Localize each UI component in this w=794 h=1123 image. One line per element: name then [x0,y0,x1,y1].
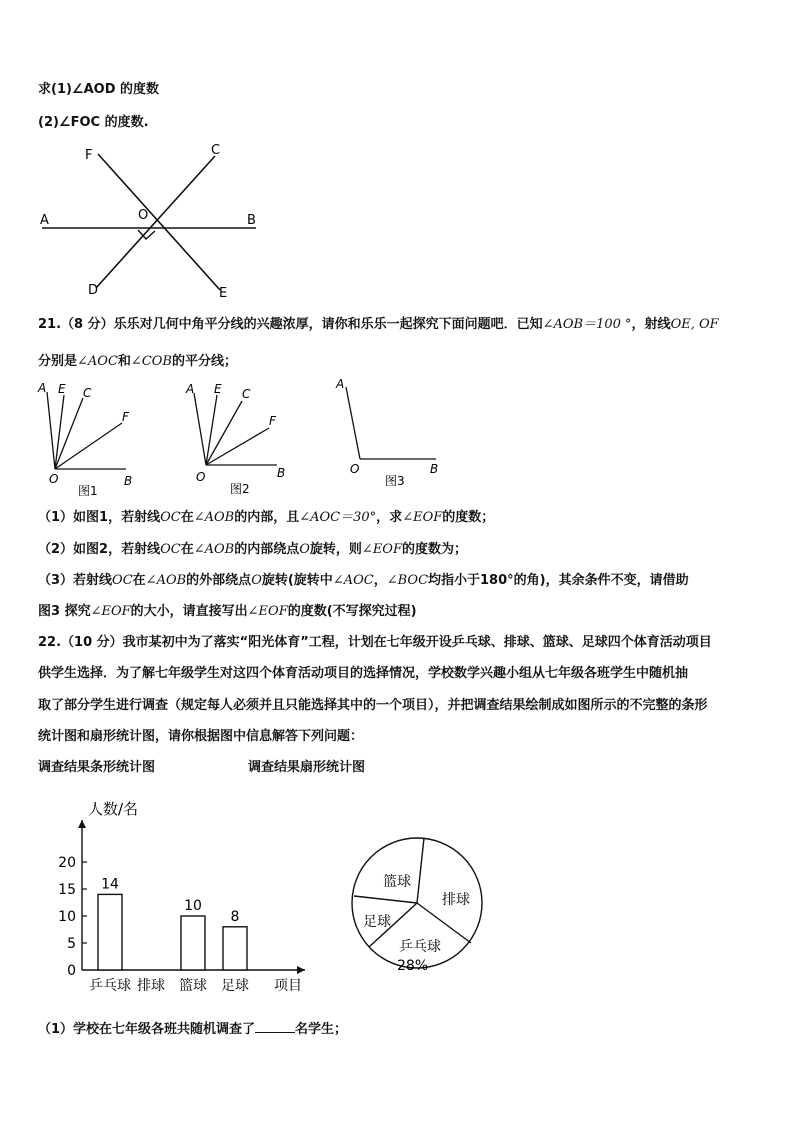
q21-part1: （1）如图1，若射线OC在∠AOB的内部，且∠AOC＝30°，求∠EOF的度数； [38,510,495,525]
q22-sub1: （1）学校在七年级各班共随机调查了 名学生； [38,1022,348,1037]
y-tick-label: 15 [58,882,76,898]
pie-label-pingpong: 乒乓球 [399,939,441,955]
svg-text:E: E [214,382,222,396]
bar-data-label: 14 [101,876,119,893]
label-D: D [88,283,99,298]
fig3-caption: 图3 [385,474,405,488]
x-tick-label: 乒乓球 [89,978,131,994]
bar-data-label: 8 [230,908,240,925]
q22-line1: 22.（10 分）我市某初中为了落实“阳光体育”工程，计划在七年级开设乒乓球、排球、篮球、足球四个体育活动项目 [38,635,712,650]
svg-text:C: C [242,387,251,401]
q22-line3: 取了部分学生进行调查（规定每人必须并且只能选择其中的一个项目），并把调查结果绘制成如图所示的不完整的条形 [38,698,708,713]
bar-chart [50,790,320,1000]
y-axis-arrow [78,820,86,828]
svg-text:B: B [430,462,439,476]
q21-part2: （2）如图2，若射线OC在∠AOB的内部绕点O旋转，则∠EOF的度数为； [38,542,467,557]
q21-part3: （3）若射线OC在∠AOB的外部绕点O旋转(旋转中∠AOC，∠BOC均指小于180°的角)，其余条件不变，请借助 [38,573,689,588]
q22-line2: 供学生选择．为了解七年级学生对这四个体育活动项目的选择情况，学校数学兴趣小组从七年级各班学生中随机抽 [38,666,689,681]
label-E: E [219,286,228,301]
label-C: C [211,143,221,158]
svg-text:B: B [277,466,286,480]
y-axis-label: 人数/名 [88,800,139,818]
label-F: F [85,148,93,163]
fig1-caption: 图1 [78,484,98,498]
q21-line2: 分别是∠AOC和∠COB的平分线； [38,354,237,369]
bar [98,894,122,970]
q20-ask2: (2)∠FOC 的度数. [38,115,149,130]
svg-text:F: F [122,410,129,424]
label-A: A [40,213,49,228]
bar-chart-title: 调查结果条形统计图 [38,760,156,775]
label-B: B [247,213,256,228]
bar-data-label: 10 [184,898,202,914]
svg-text:A: A [186,382,195,396]
fig2-caption: 图2 [230,482,250,496]
answer-blank[interactable] [255,1020,295,1033]
pie-chart-title: 调查结果扇形统计图 [248,760,366,775]
pie-label-pingpong-percent: 28% [397,958,429,974]
svg-text:O: O [350,462,360,476]
q22-line4: 统计图和扇形统计图，请你根据图中信息解答下列问题： [38,729,364,744]
q21-figures [30,375,460,500]
bar [181,916,205,970]
x-tick-label: 篮球 [179,978,207,994]
pie-label-football: 足球 [363,914,391,930]
svg-text:A: A [336,377,345,391]
x-axis-arrow [297,966,305,974]
y-tick-label: 20 [58,855,76,871]
y-tick-label: 5 [67,936,76,952]
label-O: O [138,208,149,223]
svg-text:O: O [196,470,206,484]
x-tick-label: 足球 [221,978,249,994]
q21-line1: 21.（8 分）乐乐对几何中角平分线的兴趣浓厚，请你和乐乐一起探究下面问题吧．已知∠AOB＝100 °，射线OE, OF [38,317,719,332]
pie-label-volleyball: 排球 [442,892,470,908]
pie-label-basketball: 篮球 [383,874,411,890]
svg-text:A: A [38,381,47,395]
pie-chart [345,830,490,980]
svg-text:F: F [269,414,276,428]
y-tick-label: 0 [67,963,76,979]
svg-text:O: O [49,472,59,486]
q20-angle-figure [30,140,270,305]
q20-ask1: 求(1)∠AOD 的度数 [38,82,160,97]
q21-part3-cont: 图3 探究∠EOF的大小，请直接写出∠EOF的度数(不写探究过程) [38,604,417,619]
x-axis-label: 项目 [274,978,302,994]
svg-text:C: C [83,386,92,400]
bar [223,927,247,970]
y-tick-label: 10 [58,909,76,925]
svg-text:E: E [58,382,66,396]
svg-text:B: B [124,474,133,488]
x-tick-label: 排球 [137,978,165,994]
